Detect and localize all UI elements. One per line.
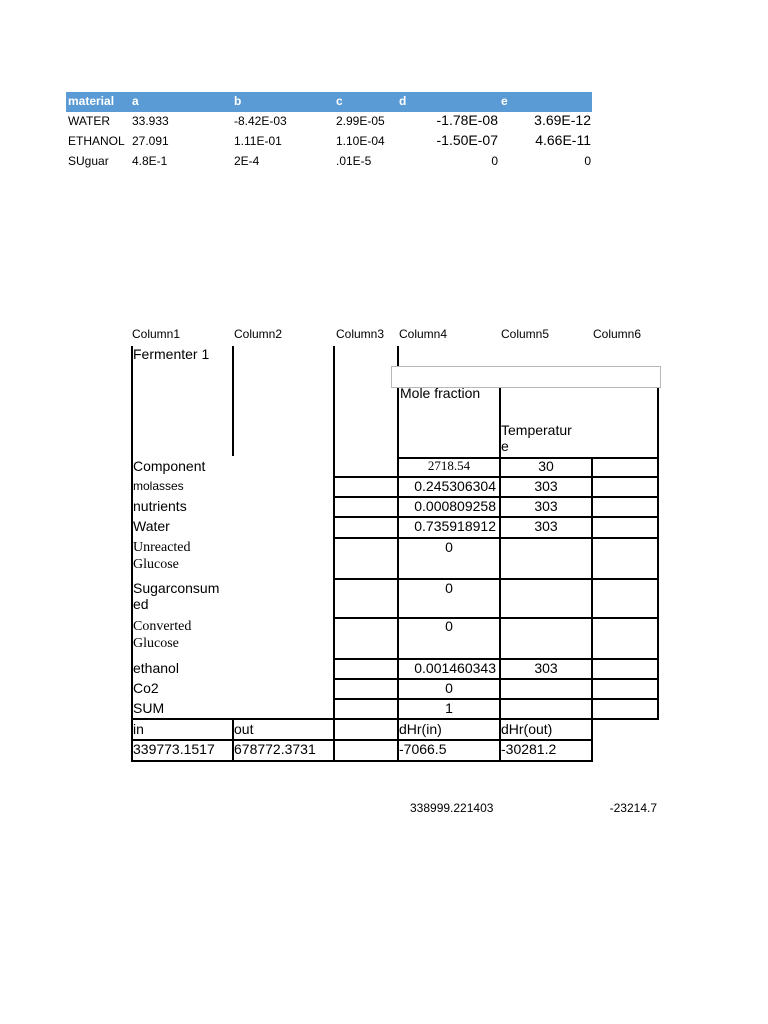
row-nutrients-mole: 0.000809258 [414,498,496,514]
io-dhr-in-value: -7066.5 [399,741,447,757]
row-unreacted-name-line1: Unreacted [133,540,191,555]
io-dhr-in-label: dHr(in) [399,721,442,737]
row-ethanol-c: 1.10E-04 [336,134,385,148]
row-converted-mole: 0 [445,618,453,634]
border-col2-header [232,346,234,456]
grid-v-657 [657,457,659,719]
row-ethanol-d: -1.50E-07 [436,132,498,148]
row-unreacted-name-line2: Glucose [133,557,179,572]
row-molasses-mole: 0.245306304 [414,478,496,494]
component-col4: 2718.54 [427,458,471,473]
row-unreacted-name [133,539,191,573]
top-table-header-bar [66,92,592,112]
column2-header: Column2 [234,327,283,341]
grid-v-591 [591,457,593,719]
row-sugar-material: SUguar [68,154,109,168]
header-e: e [501,94,508,108]
row-sugar-c: .01E-5 [336,154,372,168]
row-molasses-temp: 303 [534,478,558,494]
grid-h-658 [333,658,659,660]
component-label: Component [133,458,206,474]
io-out-label: out [234,721,254,737]
row-ethanol-temp: 303 [534,660,558,676]
io-dhr-out-value: -30281.2 [501,741,557,757]
header-d: d [399,94,407,108]
row-water-name: Water [133,518,170,534]
row-sum-mole: 1 [445,700,453,716]
column6-header: Column6 [593,327,642,341]
row-nutrients-temp: 303 [534,498,558,514]
grid-h-760 [131,760,593,762]
border-col4-header [397,386,399,458]
row-sugarconsumed-mole: 0 [445,580,453,596]
temperature-label-line2: e [501,438,509,454]
row-co2-mole: 0 [445,680,453,696]
row-water-c: 2.99E-05 [336,114,385,128]
row-ethanol-e: 4.66E-11 [535,132,591,148]
row-water-temp: 303 [534,518,558,534]
row-water-b: -8.42E-03 [234,114,287,128]
header-b: b [234,94,242,108]
grid-v-333 [333,476,335,718]
row-molasses-name: molasses [133,479,184,493]
row-ethanol-material: ETHANOL [68,134,125,148]
io-dhr-out-label: dHr(out) [501,721,553,737]
row-ethanol-mole: 0.001460343 [414,660,496,676]
io-in-value: 339773.1517 [133,741,215,757]
row-converted-name-line2: Glucose [133,636,179,651]
footer-left-value: 338999.221403 [410,801,494,815]
row-converted-name [133,618,191,652]
row-water-material: WATER [68,114,110,128]
row-sugar-b: 2E-4 [234,154,260,168]
row-water-mole: 0.735918912 [414,518,496,534]
temperature-label-line1: Temperatur [501,422,572,438]
grid-v-591-io [591,718,593,761]
grid-v-333-io [333,718,335,761]
io-out-value: 678772.3731 [234,741,316,757]
grid-h-496 [333,496,659,498]
row-sugarconsumed-name-line1: Sugarconsum [133,580,220,596]
row-ethanol-b: 1.11E-01 [234,134,282,148]
grid-h-476 [333,476,659,478]
row-sugarconsumed-name-line2: ed [133,596,149,612]
grid-h-516 [333,516,659,518]
mole-fraction-label: Mole fraction [400,385,481,401]
header-a: a [132,94,139,108]
border-left-header [131,346,133,456]
fermenter-title: Fermenter 1 [133,346,210,362]
border-col6-header [657,386,659,458]
row-sugar-a: 4.8E-1 [132,154,168,168]
row-converted-name-line1: Converted [133,619,192,634]
row-water-a: 33.933 [132,114,169,128]
io-in-label: in [133,721,144,737]
row-unreacted-mole: 0 [445,539,453,555]
component-col5: 30 [538,458,554,474]
column4-header: Column4 [399,327,448,341]
row-ethanol-name: ethanol [133,660,179,676]
row-sum-name: SUM [133,700,165,716]
row-water-d: -1.78E-08 [436,112,498,128]
footer-right-value: -23214.7 [609,801,657,815]
header-material: material [68,94,115,108]
border-col4-top [397,346,399,366]
row-nutrients-name: nutrients [133,498,187,514]
row-co2-name: Co2 [133,680,159,696]
row-sugar-e: 0 [584,154,591,168]
row-sugar-d: 0 [491,154,498,168]
row-sugarconsumed-name [133,580,219,612]
grid-v-499 [499,457,501,719]
header-c: c [336,94,343,108]
grid-h-718 [131,718,659,720]
row-water-e: 3.69E-12 [534,112,591,128]
row-ethanol-a: 27.091 [132,134,169,148]
column3-header: Column3 [336,327,385,341]
column5-header: Column5 [501,327,550,341]
border-col3-header [333,346,335,476]
column1-header: Column1 [132,327,181,341]
